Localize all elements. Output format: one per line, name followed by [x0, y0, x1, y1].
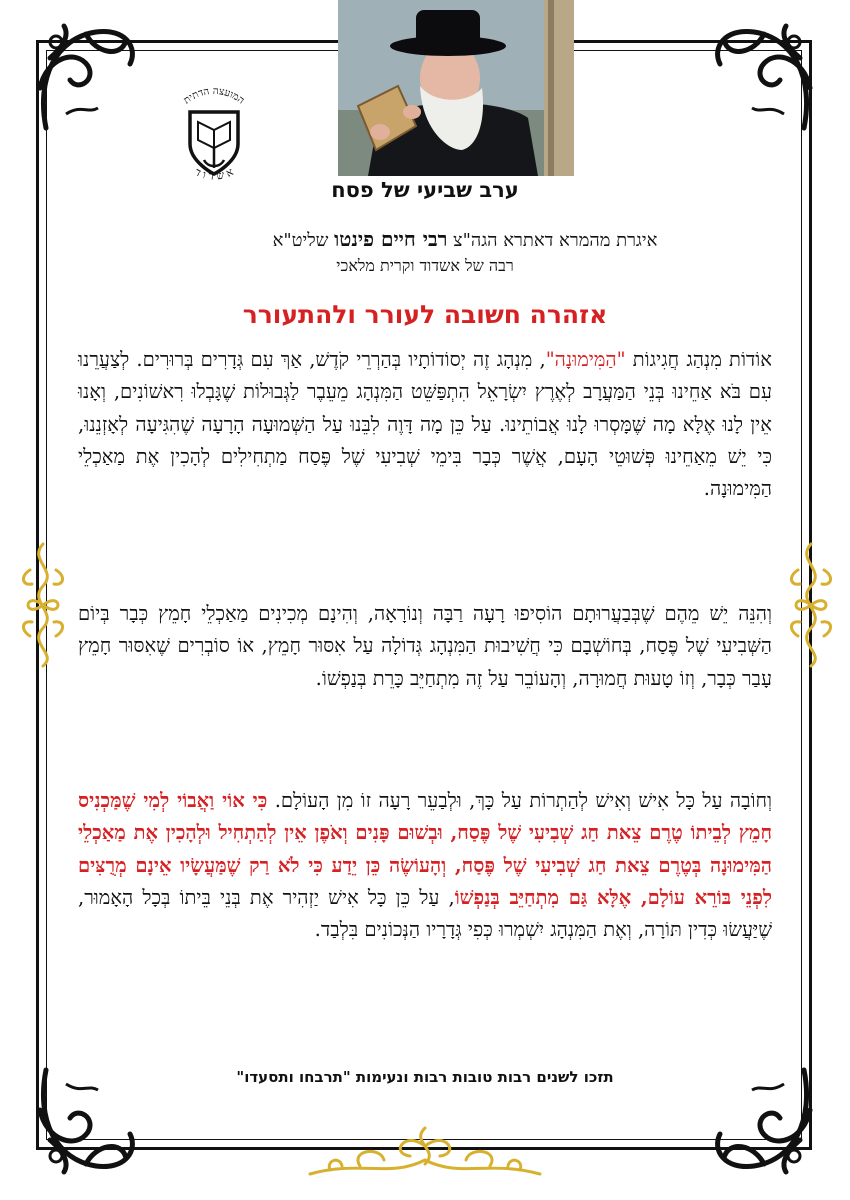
paragraph-3-start: וְחוֹבָה עַל כָּל אִישׁ וְאִישׁ לְהַתְרוֹת עַל כָּךְ, וּלְבַעֵר רָעָה זוֹ מִן הָעוֹלָם. — [267, 789, 772, 812]
corner-ornament-top-left — [26, 18, 146, 138]
paragraph-1-start: אוֹדוֹת מִנְהַג חֲגִיגוֹת — [625, 348, 772, 371]
logo-arc-text: המועצה הדתית — [181, 85, 247, 107]
page-title: ערב שביעי של פסח — [331, 178, 519, 202]
letter-suffix: שליט"א — [272, 230, 329, 251]
corner-ornament-top-right — [704, 18, 824, 138]
gold-side-ornament-right — [786, 540, 836, 670]
paragraph-1 — [78, 344, 772, 505]
page-frame-inner — [46, 50, 802, 1140]
letter-prefix: איגרת מהמרא דאתרא הגה"צ — [453, 230, 658, 251]
religious-council-logo — [160, 82, 268, 190]
gold-side-ornament-left — [18, 540, 68, 670]
closing-blessing: תזכו לשנים רבות טובות רבות ונעימות "תרבחו ותסעדו" — [236, 1068, 614, 1086]
logo-bottom-text: א ש ד ו ד — [192, 165, 236, 183]
paragraph-3-end: , עַל כֵּן כָּל אִישׁ יַזְהִיר אֶת בְּנֵי בֵּיתוֹ בְּכָל הָאָמוּר, שֶׁיַּעֲשׂוּ כְּדִין תּוֹרָה, וְאֶת הַמִּנְהָג יִשְׁמְרוּ כְּפִי גְּדָרָיו הַנְּכוֹנִים בִּלְבַד. — [78, 885, 772, 942]
paragraph-3 — [78, 785, 772, 946]
gold-bottom-ornament — [300, 1120, 550, 1182]
paragraph-2: וְהִנֵּה יֵשׁ מֵהֶם שֶׁבְּבַעֲרוּתָם הוֹסִיפוּ רָעָה רַבָּה וְנוֹרָאָה, וְהִינָם מְכִינִים מַאַכְלֵי חָמֵץ כְּבָר בְּיוֹם הַשְּׁבִיעִי שֶׁל פֶּסַח, בְּחוֹשְׁבָם כִּי חֲשִׁיבוּת הַמִּנְהָג גְּדוֹלָה עַל אִסּוּר חָמֵץ, אוֹ סוֹבְרִים שֶׁאִסּוּר חָמֵץ עָבַר כְּבָר, וְזוֹ טָעוּת חֲמוּרָה, וְהָעוֹבֵר עַל זֶה מִתְחַיֵּב כָּרֵת בְּנַפְשׁוֹ. — [78, 602, 772, 690]
author-subtitle: רבה של אשדוד וקרית מלאכי — [336, 256, 514, 275]
paragraph-3-warning: כִּי אוֹי וַאֲבוֹי לְמִי שֶׁמַּכְנִיס חָמֵץ לְבֵיתוֹ טֶרֶם צֵאת חַג שְׁבִיעִי שֶׁל פֶּסַח, וּבְשׁוּם פָּנִים וְאֹפֶן אֵין לְהַתְחִיל וּלְהָכִין אֶת מַאַכְלֵי הַמִּימוּנָה בְּטֶרֶם צֵאת חַג שְׁבִיעִי שֶׁל פֶּסַח, וְהָעוֹשֶׂה כֵּן יֵדַע כִּי לֹא רַק שֶׁמַּעֲשָׂיו אֵינָם מְרֻצִּים לִפְנֵי בּוֹרֵא עוֹלָם, אֶלָּא גַּם מִתְחַיֵּב בְּנַפְשׁוֹ — [78, 789, 772, 909]
rabbi-name: רבי חיים פינטו — [334, 227, 448, 251]
letter-author-line — [120, 227, 810, 252]
rabbi-reading-photo — [338, 0, 574, 176]
svg-text:המועצה הדתית — [182, 86, 247, 107]
warning-headline: אזהרה חשובה לעורר ולהתעורר — [242, 300, 608, 329]
paragraph-1-rest: , מִנְהָג זֶה יְסוֹדוֹתָיו בְּהַרְרֵי קֹדֶשׁ, אַךְ עִם גְּדָרִים בְּרוּרִים. לְצַעֲרֵנוּ עִם בֹּא אַחֵינוּ בְּנֵי הַמַּעֲרָב לְאֶרֶץ יִשְׂרָאֵל הִתְפַּשֵּׁט הַמִּנְהָג מֵעֵבֶר לַגְּבוּלוֹת שֶׁגָּבְלוּ רִאשׁוֹנִים, וְאָנוּ אֵין לָנוּ אֶלָּא מָה שֶּׁמָּסְרוּ לָנוּ אֲבוֹתֵינוּ. עַל כֵּן מָה דָּוֶה לִבֵּנוּ עַל הַשְּׁמוּעָה הָרָעָה שֶׁהִגִּיעָה לְאָזְנֵנוּ, כִּי יֵשׁ מֵאַחֵינוּ פְּשׁוּטֵי הָעָם, אֲשֶׁר כְּבָר בִּימֵי שְׁבִיעִי שֶׁל פֶּסַח מַתְחִילִים לְהָכִין אֶת מַאַכְלֵי הַמִּימוּנָה. — [78, 348, 772, 501]
mimouna-quote: "הַמִּימוּנָה" — [545, 348, 626, 371]
